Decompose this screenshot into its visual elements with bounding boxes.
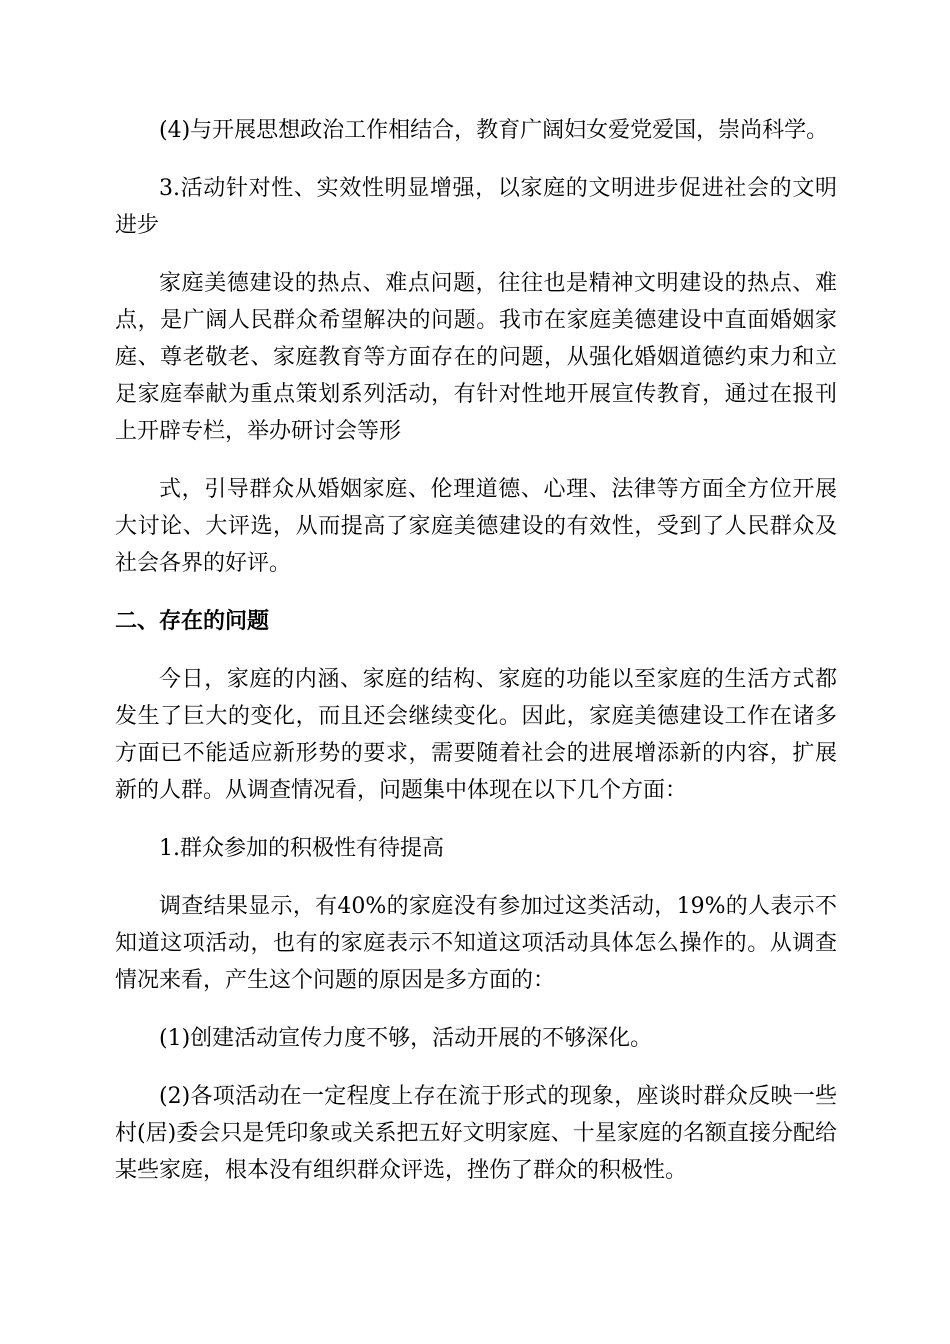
- paragraph-item-4: (4)与开展思想政治工作相结合，教育广阔妇女爱党爱国，崇尚科学。: [159, 118, 829, 143]
- paragraph-today-family: 今日，家庭的内涵、家庭的结构、家庭的功能以至家庭的生活方式都发生了巨大的变化，而且还会继续变化。因此，家庭美德建设工作在诸多方面已不能适应新形势的要求，需要随着社会的进展增添新的内容，扩展新的人群。从调查情况看，问题集中体现在以下几个方面：: [115, 667, 837, 803]
- paragraph-guide-masses: 式，引导群众从婚姻家庭、伦理道德、心理、法律等方面全方位开展大讨论、大评选，从而提高了家庭美德建设的有效性，受到了人民群众及社会各界的好评。: [115, 477, 837, 576]
- subheading-participation: 1.群众参加的积极性有待提高: [159, 836, 444, 861]
- section-heading: 二、存在的问题: [115, 609, 270, 634]
- document-body: [115, 112, 837, 1210]
- paragraph-point-3: 3.活动针对性、实效性明显增强，以家庭的文明进步促进社会的文明进步: [115, 176, 837, 238]
- paragraph-hotspot-issues: 家庭美德建设的热点、难点问题，往往也是精神文明建设的热点、难点，是广阔人民群众希望解决的问题。我市在家庭美德建设中直面婚姻家庭、尊老敬老、家庭教育等方面存在的问题，从强化婚姻道德约束力和立足家庭奉献为重点策划系列活动，有针对性地开展宣传教育，通过在报刊上开辟专栏，举办研讨会等形: [115, 271, 837, 444]
- paragraph-reason-2: (2)各项活动在一定程度上存在流于形式的现象，座谈时群众反映一些村(居)委会只是凭印象或关系把五好文明家庭、十星家庭的名额直接分配给某些家庭，根本没有组织群众评选，挫伤了群众的积极性。: [115, 1084, 837, 1183]
- paragraph-survey-results: 调查结果显示，有40%的家庭没有参加过这类活动，19%的人表示不知道这项活动，也有的家庭表示不知道这项活动具体怎么操作的。从调查情况来看，产生这个问题的原因是多方面的：: [115, 894, 837, 993]
- paragraph-reason-1: (1)创建活动宣传力度不够，活动开展的不够深化。: [159, 1026, 653, 1051]
